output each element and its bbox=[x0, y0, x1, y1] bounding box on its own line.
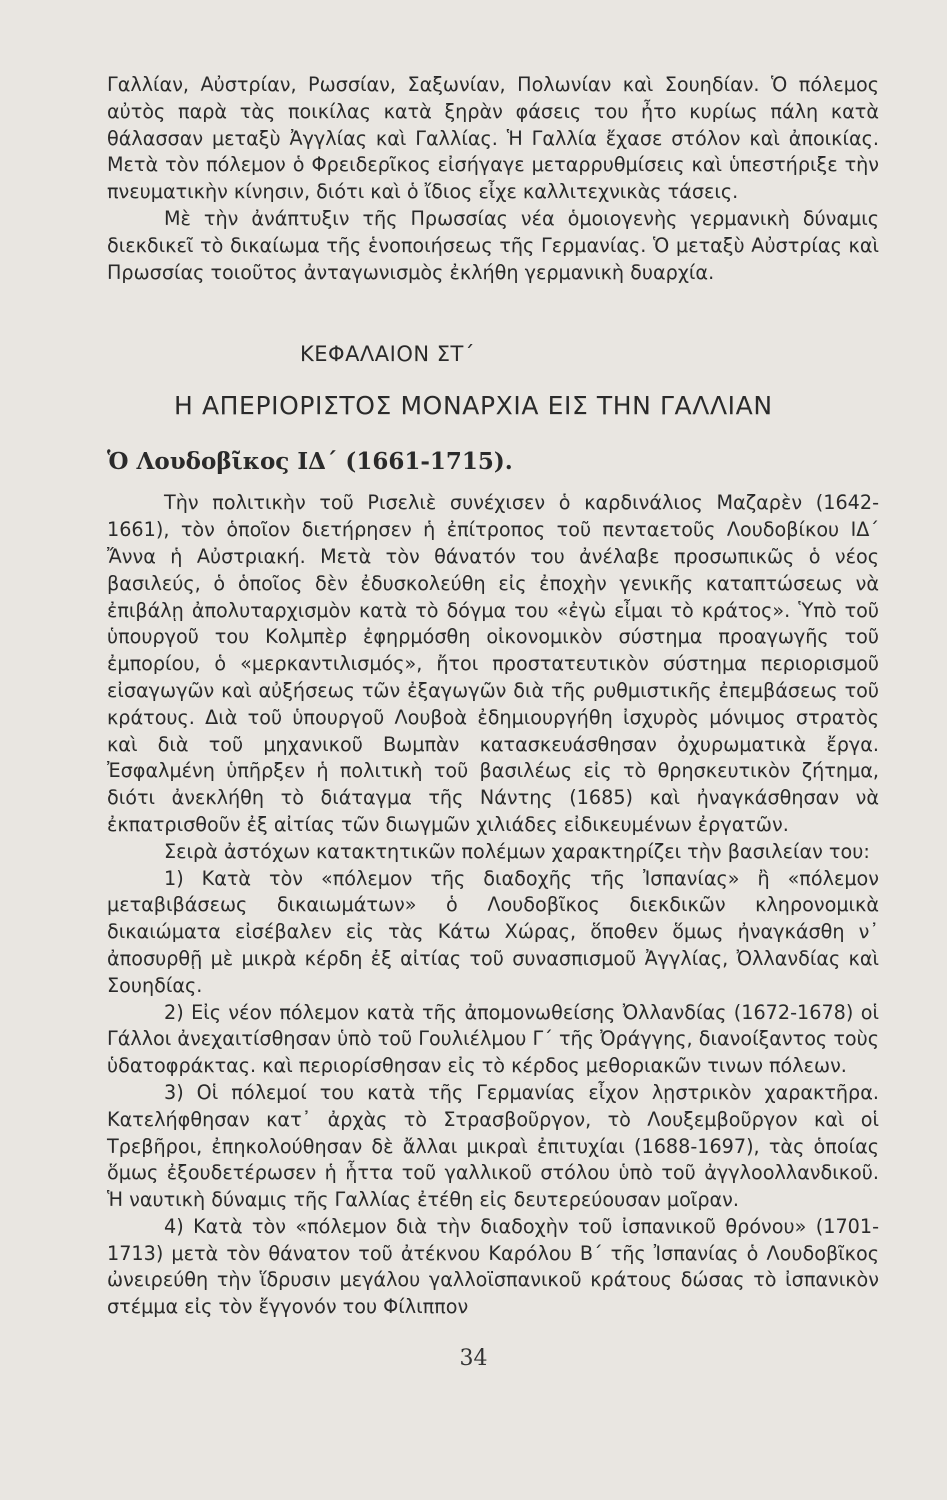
paragraph-main-5: 3) Οἱ πόλεμοί του κατὰ τῆς Γερμανίας εἶχον λῃστρικὸν χαρακτῆρα. Κατελήφθησαν κατ᾽ ἀρχὰς τὸ Στρασβοῦργον, τὸ Λουξεμβοῦργον καὶ οἱ Τρεβῆροι, ἐπηκολούθησαν δὲ ἄλλαι μικραὶ ἐπιτυχίαι (1688-1697), τὰς ὁποίας ὅμως ἐξουδετέρωσεν ἡ ἧττα τοῦ γαλλικοῦ στόλου ὑπὸ τοῦ ἀγγλοολλανδικοῦ. Ἡ ναυτικὴ δύναμις τῆς Γαλλίας ἐτέθη εἰς δευτερεύουσαν μοῖραν. bbox=[107, 1080, 879, 1212]
chapter-label: ΚΕΦΑΛΑΙΟΝ ΣΤ΄ bbox=[300, 342, 475, 367]
paragraph-top-2: Μὲ τὴν ἀνάπτυξιν τῆς Πρωσσίας νέα ὁμοιογενὴς γερμανικὴ δύναμις διεκδικεῖ τὸ δικαίωμα τῆς ἑνοποιήσεως τῆς Γερμανίας. Ὁ μεταξὺ Αὐστρίας καὶ Πρωσσίας τοιοῦτος ἀνταγωνισμὸς ἐκλήθη γερμανικὴ δυαρχία. bbox=[107, 206, 879, 284]
paragraph-main-6: 4) Κατὰ τὸν «πόλεμον διὰ τὴν διαδοχὴν τοῦ ἰσπανικοῦ θρόνου» (1701-1713) μετὰ τὸν θάνατον τοῦ ἀτέκνου Καρόλου Β΄ τῆς Ἰσπανίας ὁ Λουδοβῖκος ὠνειρεύθη τὴν ἵδρυσιν μεγάλου γαλλοϊσπανικοῦ κράτους δώσας τὸ ἰσπανικὸν στέμμα εἰς τὸν ἔγγονόν του Φίλιππον bbox=[107, 1214, 879, 1319]
section-title: Ὁ Λουδοβῖκος ΙΔ΄ (1661-1715). bbox=[107, 448, 513, 476]
paragraph-main-4: 2) Εἰς νέον πόλεμον κατὰ τῆς ἀπομονωθείσης Ὀλλανδίας (1672-1678) οἱ Γάλλοι ἀνεχαιτίσθησαν ὑπὸ τοῦ Γουλιέλμου Γ΄ τῆς Ὀράγγης, διανοίξαντος τοὺς ὑδατοφράκτας. καὶ περιορίσθησαν εἰς τὸ κέρδος μεθοριακῶν τινων πόλεων. bbox=[107, 1000, 879, 1078]
paragraph-main-1: Τὴν πολιτικὴν τοῦ Ρισελιὲ συνέχισεν ὁ καρδινάλιος Μαζαρὲν (1642-1661), τὸν ὁποῖον διετήρησεν ἡ ἐπίτροπος τοῦ πενταετοῦς Λουδοβίκου ΙΔ΄ Ἄννα ἡ Αὐστριακή. Μετὰ τὸν θάνατόν του ἀνέλαβε προσωπικῶς ὁ νέος βασιλεύς, ὁ ὁποῖος δὲν ἐδυσκολεύθη εἰς ἐποχὴν γενικῆς καταπτώσεως νὰ ἐπιβάλῃ ἀπολυταρχισμὸν κατὰ τὸ δόγμα του «ἐγὼ εἶμαι τὸ κράτος». Ὑπὸ τοῦ ὑπουργοῦ του Κολμπὲρ ἐφηρμόσθη οἰκονομικὸν σύστημα προαγωγῆς τοῦ ἐμπορίου, ὁ «μερκαντιλισμός», ἤτοι προστατευτικὸν σύστημα περιορισμοῦ εἰσαγωγῶν καὶ αὐξήσεως τῶν ἐξαγωγῶν διὰ τῆς ρυθμιστικῆς ἐπεμβάσεως τοῦ κράτους. Διὰ τοῦ ὑπουργοῦ Λουβοὰ ἐδημιουργήθη ἰσχυρὸς μόνιμος στρατὸς καὶ διὰ τοῦ μηχανικοῦ Βωμπὰν κατασκευάσθησαν ὀχυρωματικὰ ἔργα. Ἐσφαλμένη ὑπῆρξεν ἡ πολιτικὴ τοῦ βασιλέως εἰς τὸ θρησκευτικὸν ζήτημα, διότι ἀνεκλήθη τὸ διάταγμα τῆς Νάντης (1685) καὶ ἠναγκάσθησαν νὰ ἐκπατρισθοῦν ἐξ αἰτίας τῶν διωγμῶν χιλιάδες εἰδικευμένων ἐργατῶν. bbox=[107, 491, 879, 836]
chapter-title: Η ΑΠΕΡΙΟΡΙΣΤΟΣ ΜΟΝΑΡΧΙΑ ΕΙΣ ΤΗΝ ΓΑΛΛΙΑΝ bbox=[174, 391, 773, 421]
page-number: 34 bbox=[459, 1346, 488, 1371]
paragraph-main-3: 1) Κατὰ τὸν «πόλεμον τῆς διαδοχῆς τῆς Ἰσπανίας» ἢ «πόλεμον μεταβιβάσεως δικαιωμάτων» ὁ Λουδοβῖκος διεκδικῶν κληρονομικὰ δικαιώματα εἰσέβαλεν εἰς τὰς Κάτω Χώρας, ὅποθεν ὅμως ἠναγκάσθη ν᾽ ἀποσυρθῇ μὲ μικρὰ κέρδη ἐξ αἰτίας τοῦ συνασπισμοῦ Ἀγγλίας, Ὀλλανδίας καὶ Σουηδίας. bbox=[107, 866, 879, 997]
paragraph-top-1: Γαλλίαν, Αὐστρίαν, Ρωσσίαν, Σαξωνίαν, Πολωνίαν καὶ Σουηδίαν. Ὁ πόλεμος αὐτὸς παρὰ τὰς ποικίλας κατὰ ξηρὰν φάσεις του ἦτο κυρίως πάλη κατὰ θάλασσαν μεταξὺ Ἀγγλίας καὶ Γαλλίας. Ἡ Γαλλία ἔχασε στόλον καὶ ἀποικίας. Μετὰ τὸν πόλεμον ὁ Φρειδερῖκος εἰσήγαγε μεταρρυθμίσεις καὶ ὑπεστήριξε τὴν πνευματικὴν κίνησιν, διότι καὶ ὁ ἴδιος εἶχε καλλιτεχνικὰς τάσεις. bbox=[107, 73, 879, 204]
paragraph-main-2: Σειρὰ ἀστόχων κατακτητικῶν πολέμων χαρακτηρίζει τὴν βασιλείαν του: bbox=[164, 839, 870, 863]
